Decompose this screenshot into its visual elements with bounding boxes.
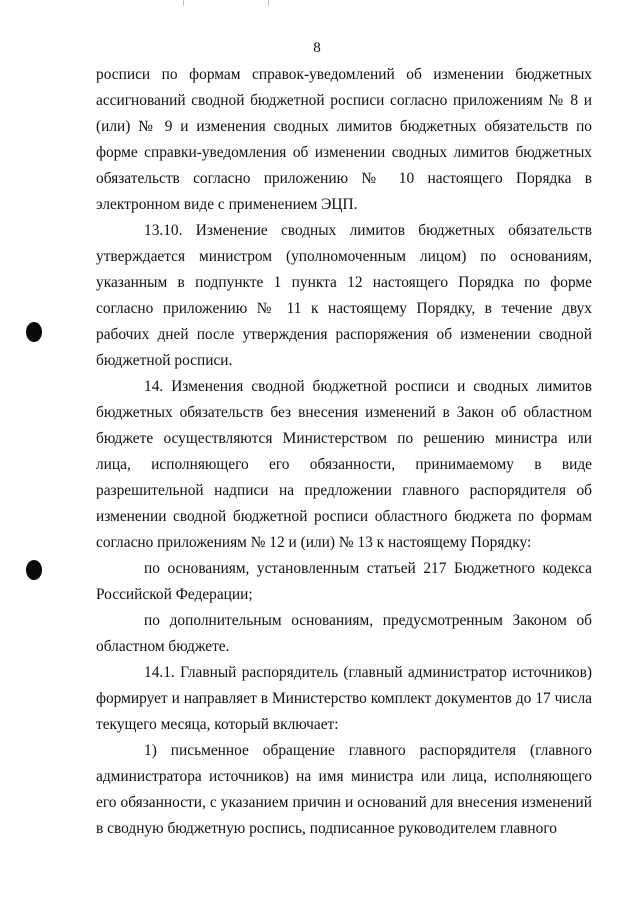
paragraph-basis-217: по основаниям, установленным статьей 217 Бюджетного кодекса Российской Федерации;: [96, 560, 592, 603]
paragraph-13-10: 13.10. Изменение сводных лимитов бюджетных обязательств утверждается министром (уполномоченным лицом) по основаниям, указанным в подпункте 1 пункта 12 настоящего Порядка по форме согласно приложению № 11 к настоящему Порядку, в течение двух рабочих дней после утверждения распоряжения об изменении сводной бюджетной росписи.: [96, 222, 592, 369]
punch-hole: [26, 322, 42, 342]
scan-edge-mark: [183, 0, 184, 6]
paragraph-item-1: 1) письменное обращение главного распорядителя (главного администратора источников) на имя министра или лица, исполняющего его обязанности, с указанием причин и оснований для внесения изменений в сводную бюджетную роспись, подписанное руководителем главного: [96, 742, 592, 837]
paragraph-continuation: росписи по формам справок-уведомлений об изменении бюджетных ассигнований сводной бюджетной росписи согласно приложениям № 8 и (или) № 9 и изменения сводных лимитов бюджетных обязательств по форме справки-уведомления об изменении сводных лимитов бюджетных обязательств согласно приложению № 10 настоящего Порядка в электронном виде с применением ЭЦП.: [96, 66, 592, 213]
scan-edge-mark: [268, 0, 269, 6]
punch-hole: [26, 560, 42, 580]
page-number: 8: [313, 40, 321, 56]
paragraph-14: 14. Изменения сводной бюджетной росписи и сводных лимитов бюджетных обязательств без внесения изменений в Закон об областном бюджете осуществляются Министерством по решению министра или лица, исполняющего его обязанности, принимаемому в виде разрешительной надписи на предложении главного распорядителя об изменении сводной бюджетной росписи областного бюджета по формам согласно приложениям № 12 и (или) № 13 к настоящему Порядку:: [96, 378, 592, 551]
paragraph-14-1: 14.1. Главный распорядитель (главный администратор источников) формирует и направляет в Министерство комплект документов до 17 числа текущего месяца, который включает:: [96, 664, 592, 733]
body-text: [96, 62, 592, 842]
paragraph-additional-basis: по дополнительным основаниям, предусмотренным Законом об областном бюджете.: [96, 612, 592, 655]
